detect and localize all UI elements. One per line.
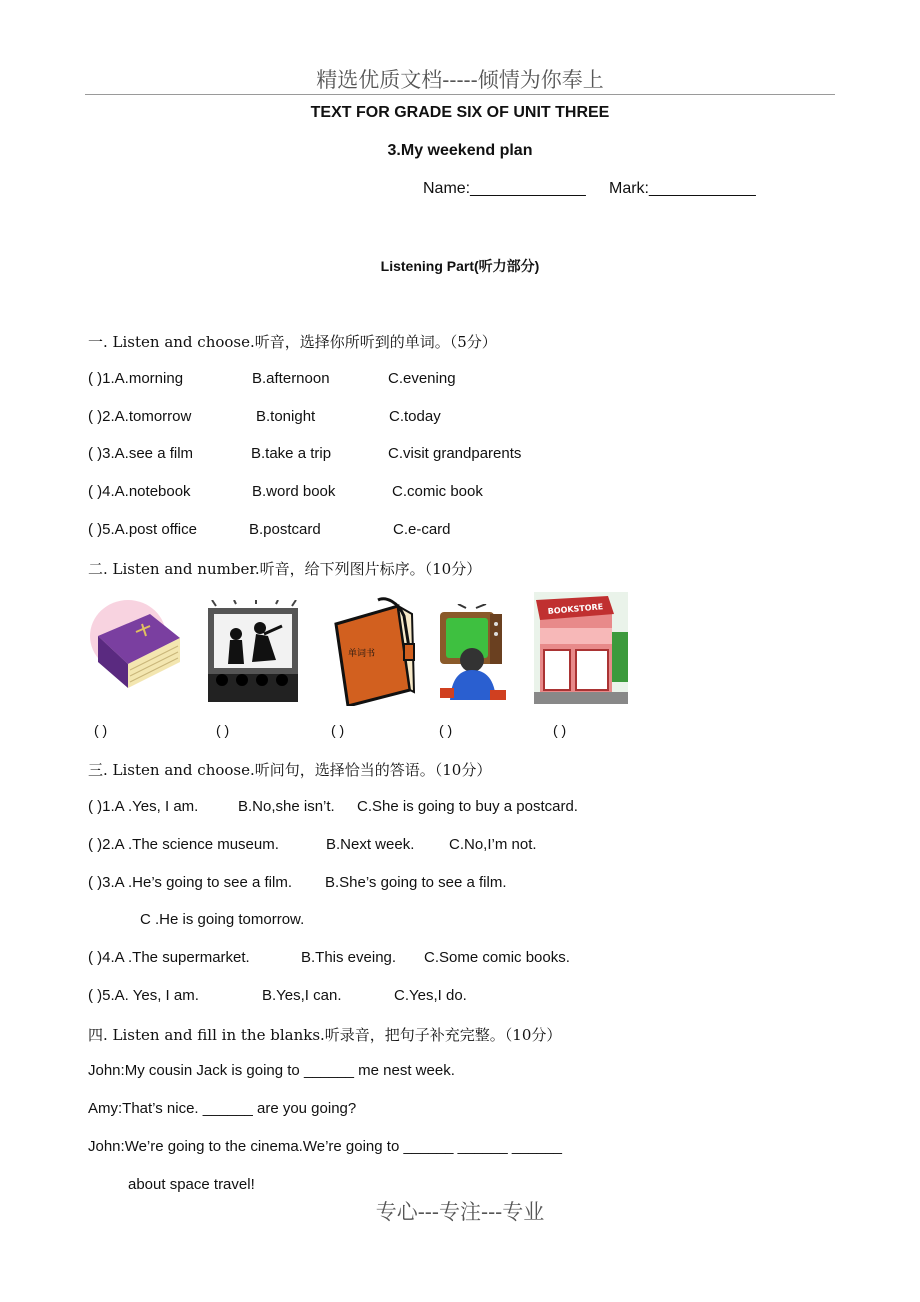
s1-item3-a: ( )3.A.see a film	[88, 445, 194, 462]
s4-line3: John:We’re going to the cinema.We’re going to ______ ______ ______	[88, 1138, 562, 1155]
s1-item3-b: B.take a trip	[251, 445, 332, 462]
s3-item1-b: B.No,she isn’t.	[238, 798, 335, 815]
s4-line4: about space travel!	[128, 1176, 255, 1193]
s1-item4-c: C.comic book	[392, 483, 483, 500]
cinema-picture	[206, 600, 300, 704]
word-book-picture	[328, 594, 416, 706]
page-title: TEXT FOR GRADE SIX OF UNIT THREE	[310, 104, 610, 121]
s4-line2: Amy:That’s nice. ______ are you going?	[88, 1100, 357, 1117]
s1-item5-b: B.postcard	[249, 521, 321, 538]
page-header: 精选优质文档-----倾情为你奉上	[316, 68, 604, 92]
bookstore-picture	[534, 592, 628, 704]
listening-heading: Listening Part(听力部分)	[380, 258, 540, 274]
s3-item4-a: ( )4.A .The supermarket.	[88, 949, 250, 966]
book-picture	[88, 596, 184, 700]
picture2-answer[interactable]: ( )	[216, 722, 230, 738]
s3-item5-b: B.Yes,I can.	[262, 987, 342, 1004]
picture1-answer[interactable]: ( )	[94, 722, 108, 738]
s1-item2-a: ( )2.A.tomorrow	[88, 408, 192, 425]
page-subtitle: 3.My weekend plan	[387, 142, 533, 159]
s3-item3-a: ( )3.A .He’s going to see a film.	[88, 874, 292, 891]
s1-item2-c: C.today	[389, 408, 441, 425]
s1-item1-b: B.afternoon	[252, 370, 330, 387]
s4-line1: John:My cousin Jack is going to ______ me nest week.	[88, 1062, 455, 1079]
s3-item2-b: B.Next week.	[326, 836, 415, 853]
s3-item3-c: C .He is going tomorrow.	[140, 911, 305, 928]
s1-item1-c: C.evening	[388, 370, 456, 387]
header-divider	[85, 94, 835, 95]
section4-heading: 四. Listen and fill in the blanks.听录音，把句子补充完整。（10分）	[88, 1026, 562, 1044]
bookstore-sign: BOOKSTORE	[547, 602, 604, 616]
s1-item5-a: ( )5.A.post office	[88, 521, 197, 538]
s3-item2-a: ( )2.A .The science museum.	[88, 836, 279, 853]
s3-item1-c: C.She is going to buy a postcard.	[357, 798, 578, 815]
s3-item1-a: ( )1.A .Yes, I am.	[88, 798, 199, 815]
s1-item3-c: C.visit grandparents	[388, 445, 522, 462]
s1-item1-a: ( )1.A.morning	[88, 370, 184, 387]
s1-item2-b: B.tonight	[256, 408, 316, 425]
section3-heading: 三. Listen and choose.听问句，选择恰当的答语。（10分）	[88, 761, 492, 779]
picture5-answer[interactable]: ( )	[553, 722, 567, 738]
s3-item5-a: ( )5.A. Yes, I am.	[88, 987, 199, 1004]
tv-picture	[436, 604, 508, 704]
s3-item2-c: C.No,I’m not.	[449, 836, 537, 853]
s3-item4-b: B.This eveing.	[301, 949, 397, 966]
s1-item5-c: C.e-card	[393, 521, 451, 538]
picture4-answer[interactable]: ( )	[439, 722, 453, 738]
s3-item5-c: C.Yes,I do.	[394, 987, 467, 1004]
s1-item4-b: B.word book	[252, 483, 336, 500]
section2-heading: 二. Listen and number.听音，给下列图片标序。（10分）	[88, 560, 482, 578]
picture3-answer[interactable]: ( )	[331, 722, 345, 738]
s3-item3-b: B.She’s going to see a film.	[325, 874, 507, 891]
page-footer: 专心---专注---专业	[375, 1200, 545, 1224]
word-book-label: 单词书	[348, 649, 376, 659]
s1-item4-a: ( )4.A.notebook	[88, 483, 191, 500]
mark-field[interactable]: Mark:____________	[609, 180, 756, 197]
name-field[interactable]: Name:_____________	[423, 180, 586, 197]
section1-heading: 一. Listen and choose.听音，选择你所听到的单词。（5分）	[88, 333, 497, 351]
s3-item4-c: C.Some comic books.	[424, 949, 570, 966]
